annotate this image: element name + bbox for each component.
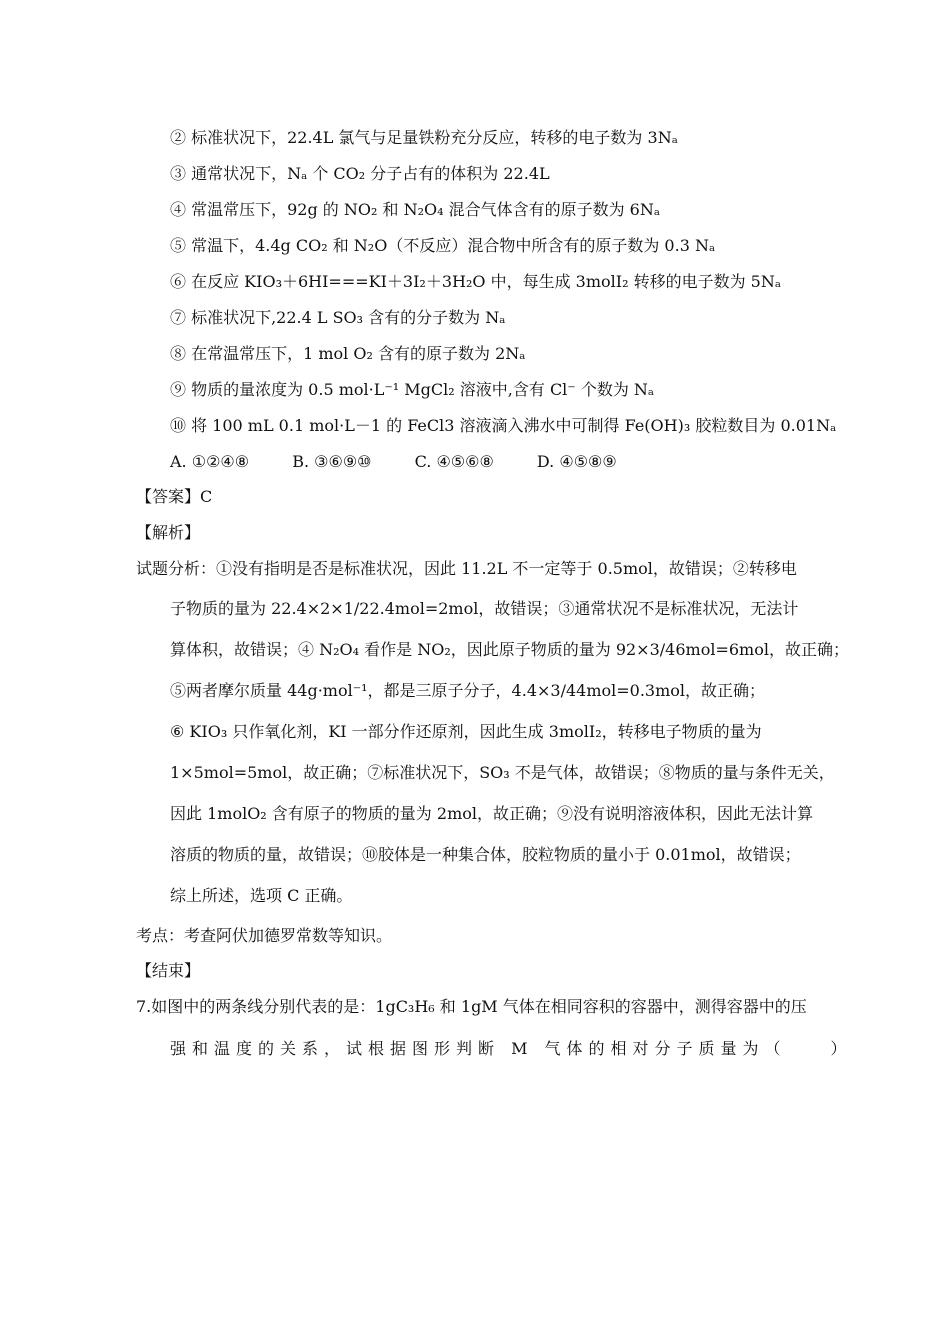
question-7-line-1: 7.如图中的两条线分别代表的是：1gC₃H₆ 和 1gM 气体在相同容积的容器中，测得容器中的压 bbox=[136, 997, 807, 1016]
analysis-line: 试题分析：①没有指明是否是标准状况，因此 11.2L 不一定等于 0.5mol，故错误；②转移电 bbox=[136, 559, 797, 578]
item-5: ⑤ 常温下，4.4g CO₂ 和 N₂O（不反应）混合物中所含有的原子数为 0.3 Nₐ bbox=[170, 236, 716, 255]
question-7-line-2: 强和温度的关系，试根据图形判断 M 气体的相对分子质量为（ ） bbox=[170, 1039, 853, 1058]
analysis-line: ⑤两者摩尔质量 44g·mol⁻¹，都是三原子分子，4.4×3/44mol=0.3mol，故正确； bbox=[170, 681, 766, 700]
item-6: ⑥ 在反应 KIO₃＋6HI===KI＋3I₂＋3H₂O 中，每生成 3molI₂ 转移的电子数为 5Nₐ bbox=[170, 272, 782, 291]
answer-options bbox=[170, 451, 655, 473]
analysis-line: 算体积，故错误；④ N₂O₄ 看作是 NO₂，因此原子物质的量为 92×3/46mol=6mol，故正确； bbox=[170, 640, 849, 659]
kaodian: 考点：考查阿伏加德罗常数等知识。 bbox=[136, 926, 393, 945]
analysis-line: 溶质的物质的量，故错误；⑩胶体是一种集合体，胶粒物质的量小于 0.01mol，故错误； bbox=[170, 845, 801, 864]
answer-label: 【答案】C bbox=[136, 487, 213, 506]
option-b: B. ③⑥⑨⑩ bbox=[292, 452, 372, 471]
analysis-line: 子物质的量为 22.4×2×1/22.4mol=2mol，故错误；③通常状况不是标准状况，无法计 bbox=[170, 599, 799, 618]
item-7: ⑦ 标准状况下,22.4 L SO₃ 含有的分子数为 Nₐ bbox=[170, 308, 506, 327]
option-a: A. ①②④⑧ bbox=[170, 452, 250, 471]
analysis-line: 1×5mol=5mol，故正确；⑦标准状况下，SO₃ 不是气体，故错误；⑧物质的量与条件无关， bbox=[170, 763, 835, 782]
item-10: ⑩ 将 100 mL 0.1 mol·L－1 的 FeCl3 溶液滴入沸水中可制得 Fe(OH)₃ 胶粒数目为 0.01Nₐ bbox=[170, 416, 837, 435]
end-label: 【结束】 bbox=[136, 961, 201, 980]
analysis-line: 综上所述，选项 C 正确。 bbox=[170, 886, 353, 905]
analysis-heading: 【解析】 bbox=[136, 523, 201, 542]
item-3: ③ 通常状况下，Nₐ 个 CO₂ 分子占有的体积为 22.4L bbox=[170, 164, 550, 183]
item-8: ⑧ 在常温常压下，1 mol O₂ 含有的原子数为 2Nₐ bbox=[170, 344, 526, 363]
option-c: C. ④⑤⑥⑧ bbox=[414, 452, 494, 471]
analysis-line: 因此 1molO₂ 含有原子的物质的量为 2mol，故正确；⑨没有说明溶液体积，因此无法计算 bbox=[170, 804, 813, 823]
item-9: ⑨ 物质的量浓度为 0.5 mol·L⁻¹ MgCl₂ 溶液中,含有 Cl⁻ 个数为 Nₐ bbox=[170, 380, 655, 399]
analysis-line: ⑥ KIO₃ 只作氧化剂，KI 一部分作还原剂，因此生成 3molI₂，转移电子物质的量为 bbox=[170, 722, 762, 741]
item-2: ② 标准状况下，22.4L 氯气与足量铁粉充分反应，转移的电子数为 3Nₐ bbox=[170, 128, 678, 147]
option-d: D. ④⑤⑧⑨ bbox=[536, 452, 617, 471]
item-4: ④ 常温常压下，92g 的 NO₂ 和 N₂O₄ 混合气体含有的原子数为 6Nₐ bbox=[170, 200, 661, 219]
